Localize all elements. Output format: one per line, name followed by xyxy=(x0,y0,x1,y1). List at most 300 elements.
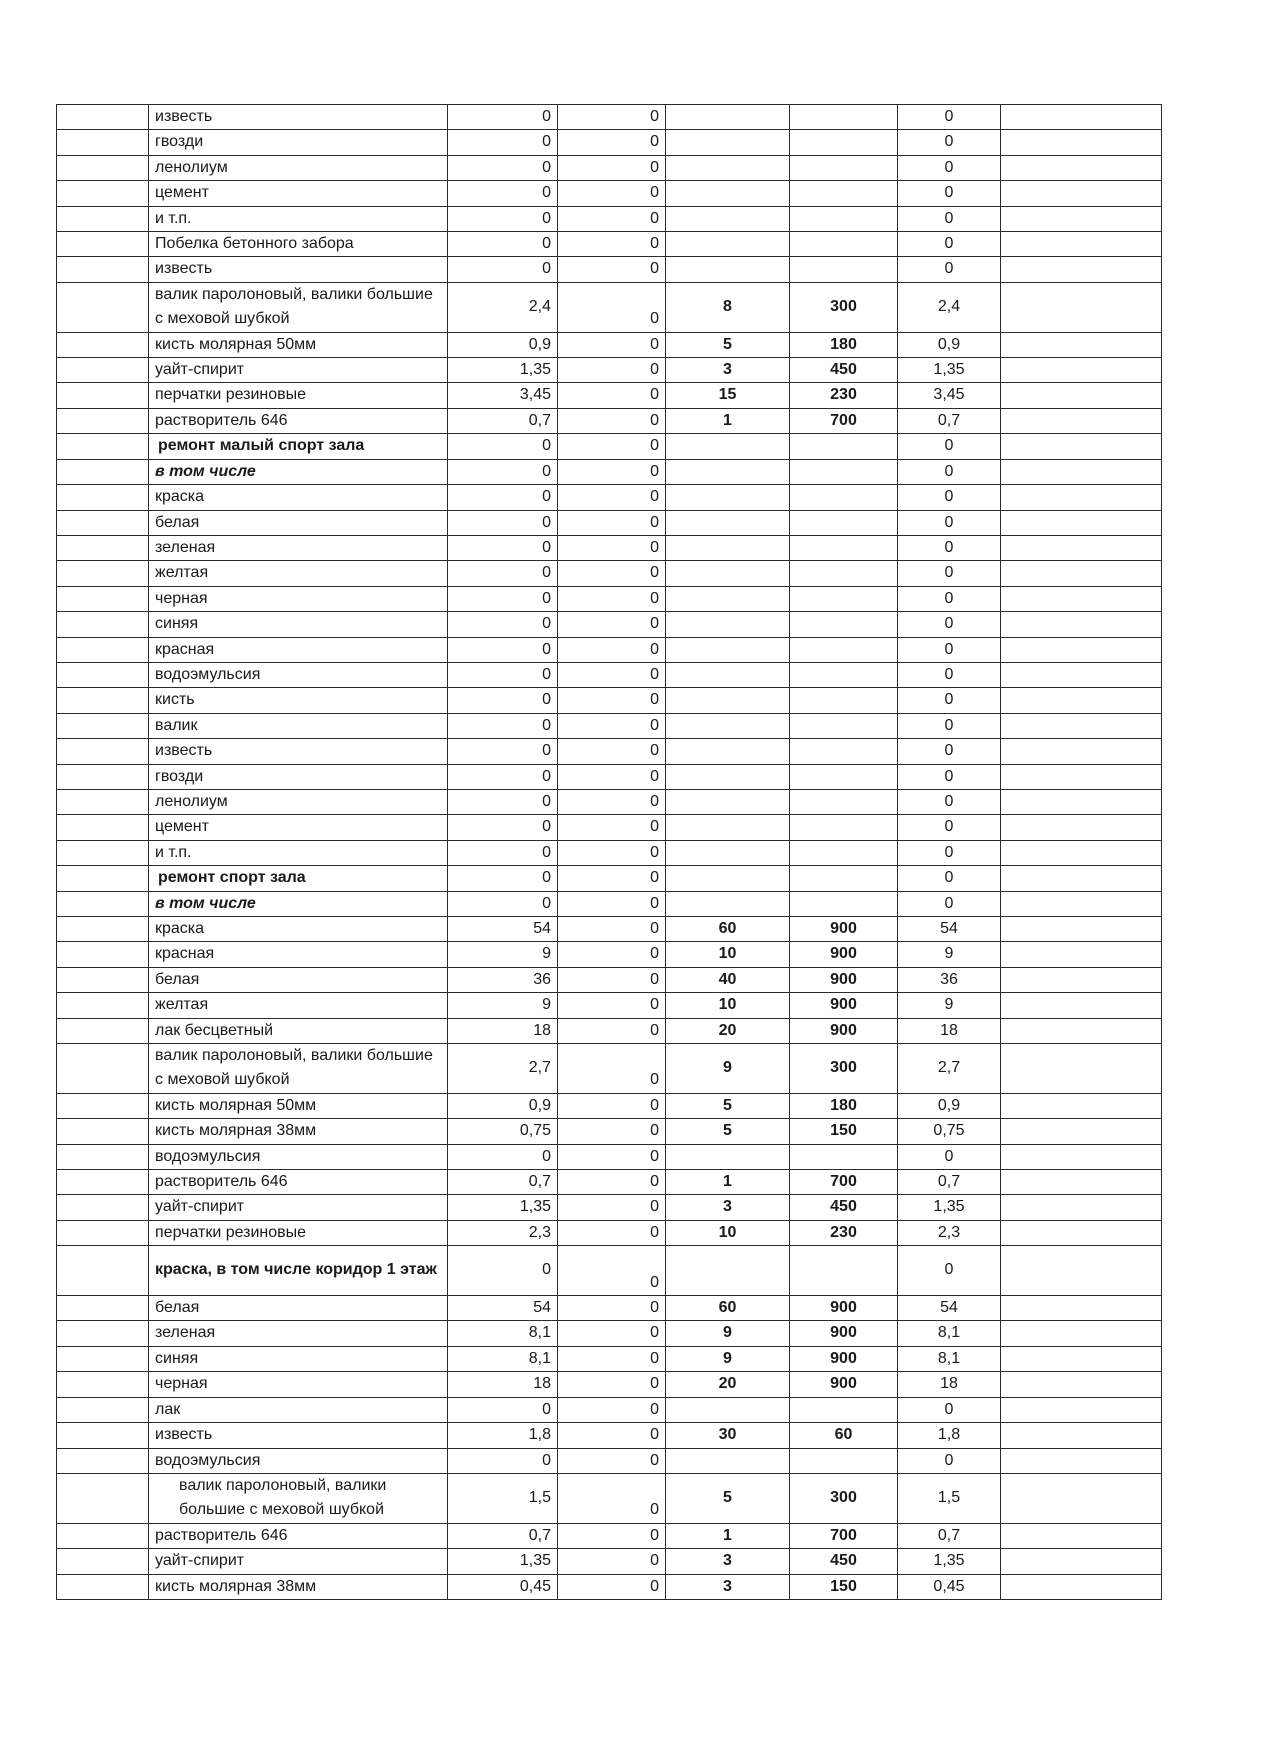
price-cell: 300 xyxy=(790,1044,898,1094)
value-cell-1: 0 xyxy=(448,789,558,814)
quantity-cell xyxy=(666,789,790,814)
total-cell: 0 xyxy=(898,789,1001,814)
table-row xyxy=(57,764,1162,789)
value-cell-1: 0,7 xyxy=(448,1170,558,1195)
table-row xyxy=(57,815,1162,840)
price-cell xyxy=(790,637,898,662)
table-row xyxy=(57,1397,1162,1422)
total-cell: 0 xyxy=(898,155,1001,180)
item-name-cell: валик xyxy=(149,713,448,738)
value-cell-1: 2,4 xyxy=(448,282,558,332)
row-number-cell xyxy=(57,993,149,1018)
value-cell-1: 0 xyxy=(448,637,558,662)
item-name-cell: краска xyxy=(149,485,448,510)
row-number-cell xyxy=(57,1372,149,1397)
table-row xyxy=(57,713,1162,738)
row-number-cell xyxy=(57,713,149,738)
row-number-cell xyxy=(57,1549,149,1574)
price-cell: 900 xyxy=(790,1372,898,1397)
quantity-cell: 9 xyxy=(666,1044,790,1094)
price-cell xyxy=(790,866,898,891)
quantity-cell xyxy=(666,232,790,257)
value-cell-1: 1,5 xyxy=(448,1473,558,1523)
value-cell-1: 0 xyxy=(448,561,558,586)
row-number-cell xyxy=(57,764,149,789)
total-cell: 9 xyxy=(898,993,1001,1018)
total-cell: 54 xyxy=(898,1296,1001,1321)
table-row xyxy=(57,1044,1162,1094)
table-row xyxy=(57,510,1162,535)
table-row xyxy=(57,1018,1162,1043)
table-row xyxy=(57,332,1162,357)
value-cell-2: 0 xyxy=(558,383,666,408)
total-cell: 0 xyxy=(898,535,1001,560)
value-cell-1: 0,7 xyxy=(448,408,558,433)
table-row xyxy=(57,105,1162,130)
row-number-cell xyxy=(57,586,149,611)
quantity-cell xyxy=(666,1246,790,1296)
total-cell: 1,8 xyxy=(898,1423,1001,1448)
price-cell: 180 xyxy=(790,1093,898,1118)
value-cell-2: 0 xyxy=(558,206,666,231)
table-row xyxy=(57,840,1162,865)
table-row xyxy=(57,1448,1162,1473)
item-name-cell: лак бесцветный xyxy=(149,1018,448,1043)
price-cell: 900 xyxy=(790,917,898,942)
note-cell xyxy=(1001,840,1162,865)
note-cell xyxy=(1001,181,1162,206)
value-cell-1: 3,45 xyxy=(448,383,558,408)
total-cell: 0 xyxy=(898,764,1001,789)
value-cell-1: 0 xyxy=(448,434,558,459)
quantity-cell xyxy=(666,866,790,891)
item-name-cell: лак xyxy=(149,1397,448,1422)
value-cell-2: 0 xyxy=(558,866,666,891)
value-cell-2: 0 xyxy=(558,662,666,687)
price-cell: 450 xyxy=(790,1195,898,1220)
price-cell xyxy=(790,764,898,789)
quantity-cell: 1 xyxy=(666,1523,790,1548)
value-cell-2: 0 xyxy=(558,1220,666,1245)
note-cell xyxy=(1001,383,1162,408)
value-cell-2: 0 xyxy=(558,181,666,206)
value-cell-1: 8,1 xyxy=(448,1321,558,1346)
row-number-cell xyxy=(57,332,149,357)
table-row xyxy=(57,535,1162,560)
value-cell-2: 0 xyxy=(558,1170,666,1195)
note-cell xyxy=(1001,586,1162,611)
total-cell: 0 xyxy=(898,815,1001,840)
note-cell xyxy=(1001,232,1162,257)
total-cell: 0 xyxy=(898,1246,1001,1296)
price-cell: 700 xyxy=(790,1523,898,1548)
row-number-cell xyxy=(57,535,149,560)
total-cell: 0 xyxy=(898,181,1001,206)
note-cell xyxy=(1001,1044,1162,1094)
price-cell xyxy=(790,840,898,865)
table-row xyxy=(57,1170,1162,1195)
value-cell-1: 0 xyxy=(448,232,558,257)
note-cell xyxy=(1001,866,1162,891)
price-cell xyxy=(790,1397,898,1422)
value-cell-1: 0 xyxy=(448,739,558,764)
item-name-cell: кисть молярная 38мм xyxy=(149,1574,448,1599)
quantity-cell: 1 xyxy=(666,408,790,433)
price-cell xyxy=(790,891,898,916)
value-cell-1: 1,35 xyxy=(448,358,558,383)
row-number-cell xyxy=(57,130,149,155)
row-number-cell xyxy=(57,942,149,967)
total-cell: 1,35 xyxy=(898,1549,1001,1574)
table-row xyxy=(57,891,1162,916)
total-cell: 0 xyxy=(898,586,1001,611)
item-name-cell: гвозди xyxy=(149,130,448,155)
table-row xyxy=(57,1093,1162,1118)
value-cell-1: 36 xyxy=(448,967,558,992)
row-number-cell xyxy=(57,1170,149,1195)
item-name-cell: кисть молярная 50мм xyxy=(149,332,448,357)
price-cell: 700 xyxy=(790,408,898,433)
item-name-cell: растворитель 646 xyxy=(149,1523,448,1548)
quantity-cell xyxy=(666,612,790,637)
price-cell xyxy=(790,257,898,282)
note-cell xyxy=(1001,1195,1162,1220)
price-cell xyxy=(790,739,898,764)
quantity-cell xyxy=(666,586,790,611)
table-row xyxy=(57,688,1162,713)
note-cell xyxy=(1001,408,1162,433)
note-cell xyxy=(1001,789,1162,814)
value-cell-1: 0 xyxy=(448,1144,558,1169)
value-cell-1: 0,75 xyxy=(448,1119,558,1144)
price-cell xyxy=(790,459,898,484)
total-cell: 0 xyxy=(898,561,1001,586)
item-name-cell: и т.п. xyxy=(149,206,448,231)
row-number-cell xyxy=(57,1093,149,1118)
item-name-cell: краска, в том числе коридор 1 этаж xyxy=(149,1246,448,1296)
price-cell xyxy=(790,815,898,840)
quantity-cell: 15 xyxy=(666,383,790,408)
item-name-cell: цемент xyxy=(149,181,448,206)
total-cell: 0,9 xyxy=(898,332,1001,357)
item-name-cell: в том числе xyxy=(149,891,448,916)
item-name-cell: белая xyxy=(149,967,448,992)
price-cell: 300 xyxy=(790,282,898,332)
price-cell xyxy=(790,105,898,130)
item-name-cell: синяя xyxy=(149,612,448,637)
value-cell-1: 0 xyxy=(448,688,558,713)
price-cell xyxy=(790,662,898,687)
quantity-cell xyxy=(666,130,790,155)
note-cell xyxy=(1001,612,1162,637)
quantity-cell: 10 xyxy=(666,942,790,967)
total-cell: 0 xyxy=(898,739,1001,764)
total-cell: 0 xyxy=(898,840,1001,865)
value-cell-1: 8,1 xyxy=(448,1346,558,1371)
total-cell: 0 xyxy=(898,257,1001,282)
table-row xyxy=(57,1246,1162,1296)
note-cell xyxy=(1001,130,1162,155)
value-cell-2: 0 xyxy=(558,993,666,1018)
quantity-cell: 1 xyxy=(666,1170,790,1195)
row-number-cell xyxy=(57,485,149,510)
table-row xyxy=(57,637,1162,662)
quantity-cell xyxy=(666,561,790,586)
total-cell: 0 xyxy=(898,105,1001,130)
item-name-cell: и т.п. xyxy=(149,840,448,865)
total-cell: 0,7 xyxy=(898,1523,1001,1548)
note-cell xyxy=(1001,688,1162,713)
value-cell-1: 0 xyxy=(448,257,558,282)
total-cell: 1,35 xyxy=(898,358,1001,383)
price-cell xyxy=(790,612,898,637)
quantity-cell xyxy=(666,459,790,484)
note-cell xyxy=(1001,358,1162,383)
price-cell xyxy=(790,561,898,586)
table-row xyxy=(57,739,1162,764)
table-row xyxy=(57,1119,1162,1144)
total-cell: 18 xyxy=(898,1018,1001,1043)
table-row xyxy=(57,1220,1162,1245)
item-name-cell: красная xyxy=(149,942,448,967)
table-row xyxy=(57,1574,1162,1599)
value-cell-2: 0 xyxy=(558,1574,666,1599)
note-cell xyxy=(1001,105,1162,130)
item-name-cell: водоэмульсия xyxy=(149,1448,448,1473)
table-row xyxy=(57,257,1162,282)
item-name-cell: известь xyxy=(149,257,448,282)
quantity-cell xyxy=(666,713,790,738)
row-number-cell xyxy=(57,459,149,484)
total-cell: 0,45 xyxy=(898,1574,1001,1599)
row-number-cell xyxy=(57,1346,149,1371)
quantity-cell: 5 xyxy=(666,1119,790,1144)
note-cell xyxy=(1001,485,1162,510)
value-cell-2: 0 xyxy=(558,282,666,332)
price-cell: 900 xyxy=(790,942,898,967)
item-name-cell: в том числе xyxy=(149,459,448,484)
table-row xyxy=(57,1423,1162,1448)
price-cell: 450 xyxy=(790,1549,898,1574)
row-number-cell xyxy=(57,637,149,662)
quantity-cell: 9 xyxy=(666,1346,790,1371)
value-cell-1: 54 xyxy=(448,917,558,942)
total-cell: 0 xyxy=(898,459,1001,484)
total-cell: 0 xyxy=(898,612,1001,637)
note-cell xyxy=(1001,1246,1162,1296)
value-cell-2: 0 xyxy=(558,1093,666,1118)
quantity-cell xyxy=(666,739,790,764)
row-number-cell xyxy=(57,1574,149,1599)
note-cell xyxy=(1001,1397,1162,1422)
row-number-cell xyxy=(57,1220,149,1245)
price-cell: 230 xyxy=(790,383,898,408)
value-cell-2: 0 xyxy=(558,967,666,992)
price-cell: 180 xyxy=(790,332,898,357)
value-cell-1: 0,45 xyxy=(448,1574,558,1599)
note-cell xyxy=(1001,257,1162,282)
item-name-cell: перчатки резиновые xyxy=(149,1220,448,1245)
value-cell-1: 0 xyxy=(448,713,558,738)
price-cell: 150 xyxy=(790,1574,898,1599)
table-row xyxy=(57,206,1162,231)
note-cell xyxy=(1001,1346,1162,1371)
item-name-cell: уайт-спирит xyxy=(149,1549,448,1574)
value-cell-1: 0 xyxy=(448,181,558,206)
total-cell: 0 xyxy=(898,688,1001,713)
row-number-cell xyxy=(57,917,149,942)
value-cell-1: 0 xyxy=(448,1397,558,1422)
note-cell xyxy=(1001,1574,1162,1599)
table-row xyxy=(57,1346,1162,1371)
total-cell: 1,35 xyxy=(898,1195,1001,1220)
item-name-cell: желтая xyxy=(149,993,448,1018)
value-cell-2: 0 xyxy=(558,612,666,637)
quantity-cell: 60 xyxy=(666,917,790,942)
quantity-cell: 5 xyxy=(666,1473,790,1523)
table-row xyxy=(57,130,1162,155)
price-cell xyxy=(790,510,898,535)
price-cell: 900 xyxy=(790,1296,898,1321)
quantity-cell xyxy=(666,257,790,282)
quantity-cell xyxy=(666,206,790,231)
row-number-cell xyxy=(57,840,149,865)
price-cell xyxy=(790,1246,898,1296)
quantity-cell xyxy=(666,181,790,206)
quantity-cell: 10 xyxy=(666,1220,790,1245)
materials-table xyxy=(56,104,1162,1600)
note-cell xyxy=(1001,815,1162,840)
item-name-cell: водоэмульсия xyxy=(149,1144,448,1169)
item-name-cell: черная xyxy=(149,586,448,611)
quantity-cell: 5 xyxy=(666,1093,790,1118)
value-cell-1: 2,3 xyxy=(448,1220,558,1245)
value-cell-1: 0 xyxy=(448,485,558,510)
row-number-cell xyxy=(57,1296,149,1321)
row-number-cell xyxy=(57,1523,149,1548)
value-cell-1: 0 xyxy=(448,510,558,535)
price-cell xyxy=(790,434,898,459)
value-cell-1: 18 xyxy=(448,1372,558,1397)
quantity-cell xyxy=(666,485,790,510)
table-row xyxy=(57,1523,1162,1548)
item-name-cell: ремонт спорт зала xyxy=(149,866,448,891)
note-cell xyxy=(1001,1423,1162,1448)
value-cell-1: 0,9 xyxy=(448,1093,558,1118)
note-cell xyxy=(1001,1448,1162,1473)
table-row xyxy=(57,967,1162,992)
value-cell-1: 0 xyxy=(448,459,558,484)
value-cell-1: 54 xyxy=(448,1296,558,1321)
value-cell-2: 0 xyxy=(558,789,666,814)
value-cell-2: 0 xyxy=(558,586,666,611)
total-cell: 0 xyxy=(898,713,1001,738)
total-cell: 2,7 xyxy=(898,1044,1001,1094)
note-cell xyxy=(1001,967,1162,992)
price-cell: 700 xyxy=(790,1170,898,1195)
item-name-cell: уайт-спирит xyxy=(149,1195,448,1220)
value-cell-2: 0 xyxy=(558,637,666,662)
note-cell xyxy=(1001,1523,1162,1548)
item-name-cell: перчатки резиновые xyxy=(149,383,448,408)
item-name-cell: валик паролоновый, валики большие с меховой шубкой xyxy=(149,1044,448,1094)
item-name-cell: растворитель 646 xyxy=(149,408,448,433)
total-cell: 0 xyxy=(898,485,1001,510)
note-cell xyxy=(1001,1119,1162,1144)
price-cell xyxy=(790,688,898,713)
value-cell-2: 0 xyxy=(558,1372,666,1397)
note-cell xyxy=(1001,1473,1162,1523)
price-cell: 60 xyxy=(790,1423,898,1448)
item-name-cell: ремонт малый спорт зала xyxy=(149,434,448,459)
price-cell: 900 xyxy=(790,1018,898,1043)
table-row xyxy=(57,282,1162,332)
row-number-cell xyxy=(57,967,149,992)
value-cell-1: 1,35 xyxy=(448,1195,558,1220)
note-cell xyxy=(1001,1093,1162,1118)
value-cell-1: 2,7 xyxy=(448,1044,558,1094)
table-row xyxy=(57,232,1162,257)
quantity-cell xyxy=(666,105,790,130)
item-name-cell: синяя xyxy=(149,1346,448,1371)
price-cell xyxy=(790,232,898,257)
value-cell-1: 0 xyxy=(448,1246,558,1296)
value-cell-1: 0,9 xyxy=(448,332,558,357)
row-number-cell xyxy=(57,866,149,891)
note-cell xyxy=(1001,434,1162,459)
total-cell: 8,1 xyxy=(898,1346,1001,1371)
price-cell xyxy=(790,789,898,814)
quantity-cell xyxy=(666,891,790,916)
value-cell-2: 0 xyxy=(558,917,666,942)
price-cell xyxy=(790,130,898,155)
quantity-cell: 3 xyxy=(666,358,790,383)
row-number-cell xyxy=(57,1195,149,1220)
total-cell: 0 xyxy=(898,130,1001,155)
price-cell: 230 xyxy=(790,1220,898,1245)
row-number-cell xyxy=(57,232,149,257)
item-name-cell: известь xyxy=(149,739,448,764)
row-number-cell xyxy=(57,612,149,637)
value-cell-1: 0 xyxy=(448,764,558,789)
note-cell xyxy=(1001,917,1162,942)
note-cell xyxy=(1001,206,1162,231)
note-cell xyxy=(1001,535,1162,560)
quantity-cell xyxy=(666,764,790,789)
row-number-cell xyxy=(57,815,149,840)
table-row xyxy=(57,942,1162,967)
row-number-cell xyxy=(57,1397,149,1422)
value-cell-2: 0 xyxy=(558,155,666,180)
value-cell-1: 0 xyxy=(448,662,558,687)
value-cell-1: 9 xyxy=(448,942,558,967)
row-number-cell xyxy=(57,383,149,408)
value-cell-2: 0 xyxy=(558,1018,666,1043)
value-cell-2: 0 xyxy=(558,510,666,535)
total-cell: 0,7 xyxy=(898,408,1001,433)
table-row xyxy=(57,1296,1162,1321)
value-cell-1: 0 xyxy=(448,891,558,916)
table-row xyxy=(57,612,1162,637)
item-name-cell: черная xyxy=(149,1372,448,1397)
quantity-cell xyxy=(666,815,790,840)
value-cell-1: 1,35 xyxy=(448,1549,558,1574)
note-cell xyxy=(1001,459,1162,484)
table-row xyxy=(57,181,1162,206)
note-cell xyxy=(1001,1321,1162,1346)
item-name-cell: растворитель 646 xyxy=(149,1170,448,1195)
price-cell xyxy=(790,155,898,180)
